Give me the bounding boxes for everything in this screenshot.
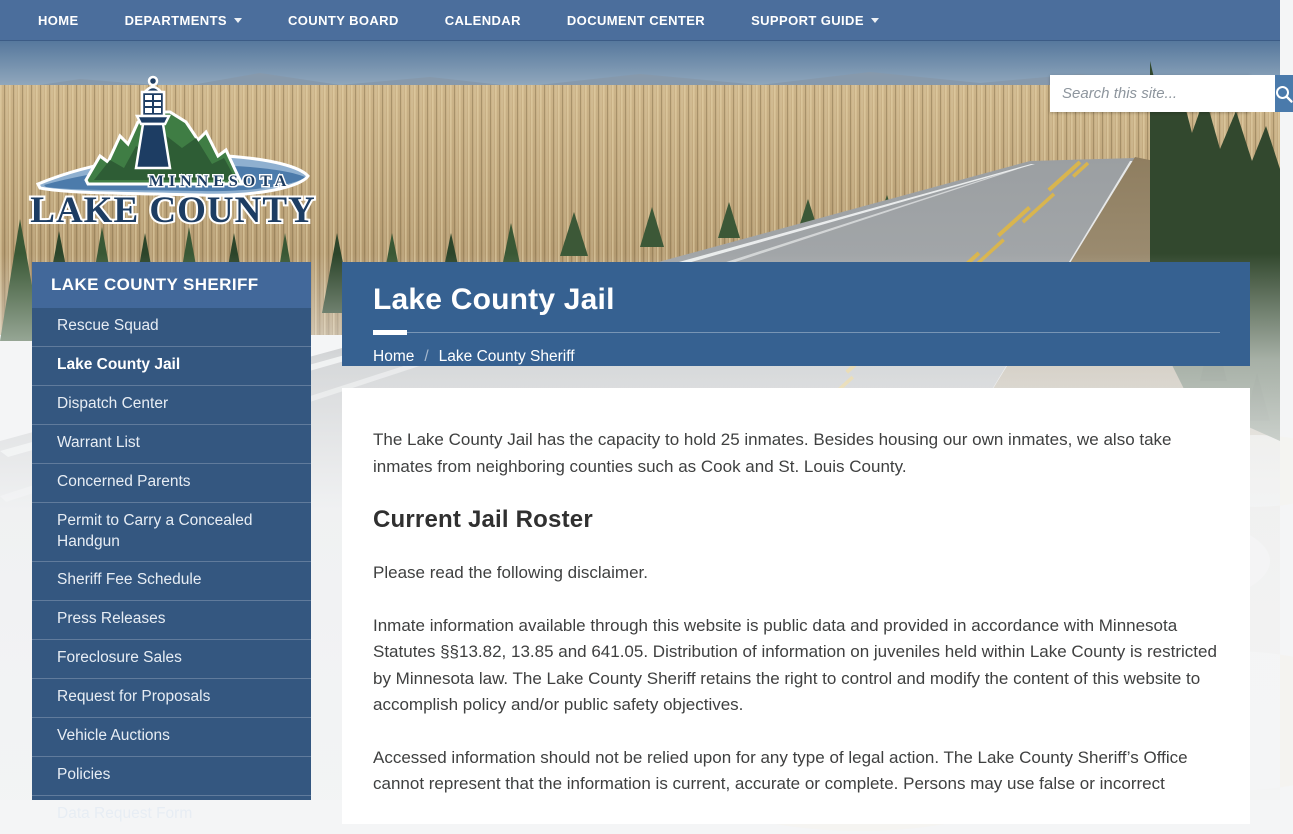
sidebar-item-lake-county-jail xyxy=(32,346,311,385)
nav-item-document-center xyxy=(567,13,705,28)
search-button[interactable] xyxy=(1275,75,1293,112)
nav-item-support-guide xyxy=(751,13,879,28)
nav-link-county-board[interactable] xyxy=(288,13,399,28)
sidebar-link-sheriff-fee-schedule[interactable]: Sheriff Fee Schedule xyxy=(57,571,202,589)
search-input[interactable] xyxy=(1050,75,1275,112)
sidebar-link-policies[interactable]: Policies xyxy=(57,766,111,784)
title-hairline xyxy=(373,332,1220,333)
sidebar-link-rescue-squad[interactable]: Rescue Squad xyxy=(57,317,159,334)
chevron-down-icon xyxy=(871,18,879,23)
sidebar-item-permit-to-carry xyxy=(32,502,311,562)
sidebar-item-request-for-proposals xyxy=(32,678,311,717)
nav-link-calendar[interactable] xyxy=(445,13,521,28)
content-layout xyxy=(32,262,1250,822)
site-search-form xyxy=(1050,75,1250,112)
breadcrumb-home-link[interactable]: Home xyxy=(373,348,415,365)
breadcrumb xyxy=(373,348,1220,366)
disclaimer-paragraph-2: Accessed information should not be relied upon for any type of legal action. The Lake County Sheriff’s Office cannot represent that the information is current, accurate or complete. Persons may use false or incorrect xyxy=(373,747,1188,793)
sidebar-link-concerned-parents[interactable]: Concerned Parents xyxy=(57,472,191,490)
title-dash xyxy=(373,330,407,335)
nav-label-support-guide: SUPPORT GUIDE xyxy=(751,12,864,28)
disclaimer-note: Please read the following disclaimer. xyxy=(373,563,648,582)
breadcrumb-separator: / xyxy=(424,348,429,365)
nav-link-home[interactable] xyxy=(38,13,79,28)
sidebar-item-foreclosure-sales xyxy=(32,639,311,678)
section-heading-jail-roster: Current Jail Roster xyxy=(373,506,593,533)
nav-link-departments[interactable] xyxy=(125,13,242,28)
nav-label-home: HOME xyxy=(38,12,79,28)
sidebar-item-dispatch-center xyxy=(32,385,311,424)
sidebar-item-warrant-list xyxy=(32,424,311,463)
site-logo-link[interactable] xyxy=(30,64,316,245)
disclaimer-paragraph-1: Inmate information available through this website is public data and provided in accordance with Minnesota Statutes §§13.82, 13.85 and 641.05. Distribution of information on juveniles held within Lake County is restricted by Minnesota law. The Lake County Sheriff retains the right to control and modify the content of this website to accomplish policy and/or public safety objectives. xyxy=(373,615,1217,714)
nav-item-home xyxy=(38,13,79,28)
sidebar-link-lake-county-jail[interactable]: Lake County Jail xyxy=(57,355,181,373)
nav-label-calendar: CALENDAR xyxy=(444,12,521,28)
sidebar-item-press-releases xyxy=(32,600,311,639)
lake-county-lighthouse-logo xyxy=(30,64,316,240)
logo-lighthouse xyxy=(136,77,170,168)
sidebar-item-policies xyxy=(32,756,311,795)
nav-item-county-board xyxy=(288,13,399,28)
top-navigation-bar xyxy=(0,0,1280,41)
nav-label-document-center: DOCUMENT CENTER xyxy=(566,12,706,28)
sidebar-item-vehicle-auctions xyxy=(32,717,311,756)
sidebar-link-request-for-proposals[interactable]: Request for Proposals xyxy=(57,688,211,706)
sidebar-link-data-request-form[interactable]: Data Request Form xyxy=(57,804,193,822)
nav-label-departments: DEPARTMENTS xyxy=(124,12,227,28)
logo-name-text: LAKE COUNTY xyxy=(30,190,316,231)
main-column xyxy=(342,262,1250,800)
nav-link-document-center[interactable] xyxy=(567,13,705,28)
intro-paragraph: The Lake County Jail has the capacity to hold 25 inmates. Besides housing our own inmates, we also take inmates from neighboring counties such as Cook and St. Louis County. xyxy=(373,430,1172,476)
sidebar-item-rescue-squad xyxy=(32,308,311,346)
nav-link-support-guide[interactable] xyxy=(751,13,879,28)
page-title: Lake County Jail xyxy=(373,283,615,316)
logo-region-text: MINNESOTA xyxy=(148,173,292,190)
sidebar-item-concerned-parents xyxy=(32,463,311,502)
sheriff-sidebar xyxy=(32,262,311,822)
sidebar-item-data-request-form xyxy=(32,795,311,834)
sidebar-link-vehicle-auctions[interactable]: Vehicle Auctions xyxy=(57,727,170,745)
chevron-down-icon xyxy=(234,18,242,23)
title-underline xyxy=(373,330,1220,335)
breadcrumb-sheriff-link[interactable]: Lake County Sheriff xyxy=(438,348,575,365)
sidebar-link-foreclosure-sales[interactable]: Foreclosure Sales xyxy=(57,649,182,667)
sidebar-link-permit-to-carry[interactable]: Permit to Carry a Concealed Handgun xyxy=(57,511,253,550)
sidebar-link-dispatch-center[interactable]: Dispatch Center xyxy=(57,394,169,412)
sidebar-title: LAKE COUNTY SHERIFF xyxy=(32,262,311,308)
search-icon xyxy=(1275,85,1293,103)
nav-item-calendar xyxy=(445,13,521,28)
sidebar-menu xyxy=(32,308,311,834)
page-header-panel xyxy=(342,262,1250,366)
sidebar-link-press-releases[interactable]: Press Releases xyxy=(57,610,166,628)
top-nav-list xyxy=(38,13,925,28)
nav-item-departments xyxy=(125,13,242,28)
page-content xyxy=(342,388,1250,824)
nav-label-county-board: COUNTY BOARD xyxy=(288,12,399,28)
sidebar-item-sheriff-fee-schedule xyxy=(32,561,311,600)
sidebar-link-warrant-list[interactable]: Warrant List xyxy=(57,433,140,451)
